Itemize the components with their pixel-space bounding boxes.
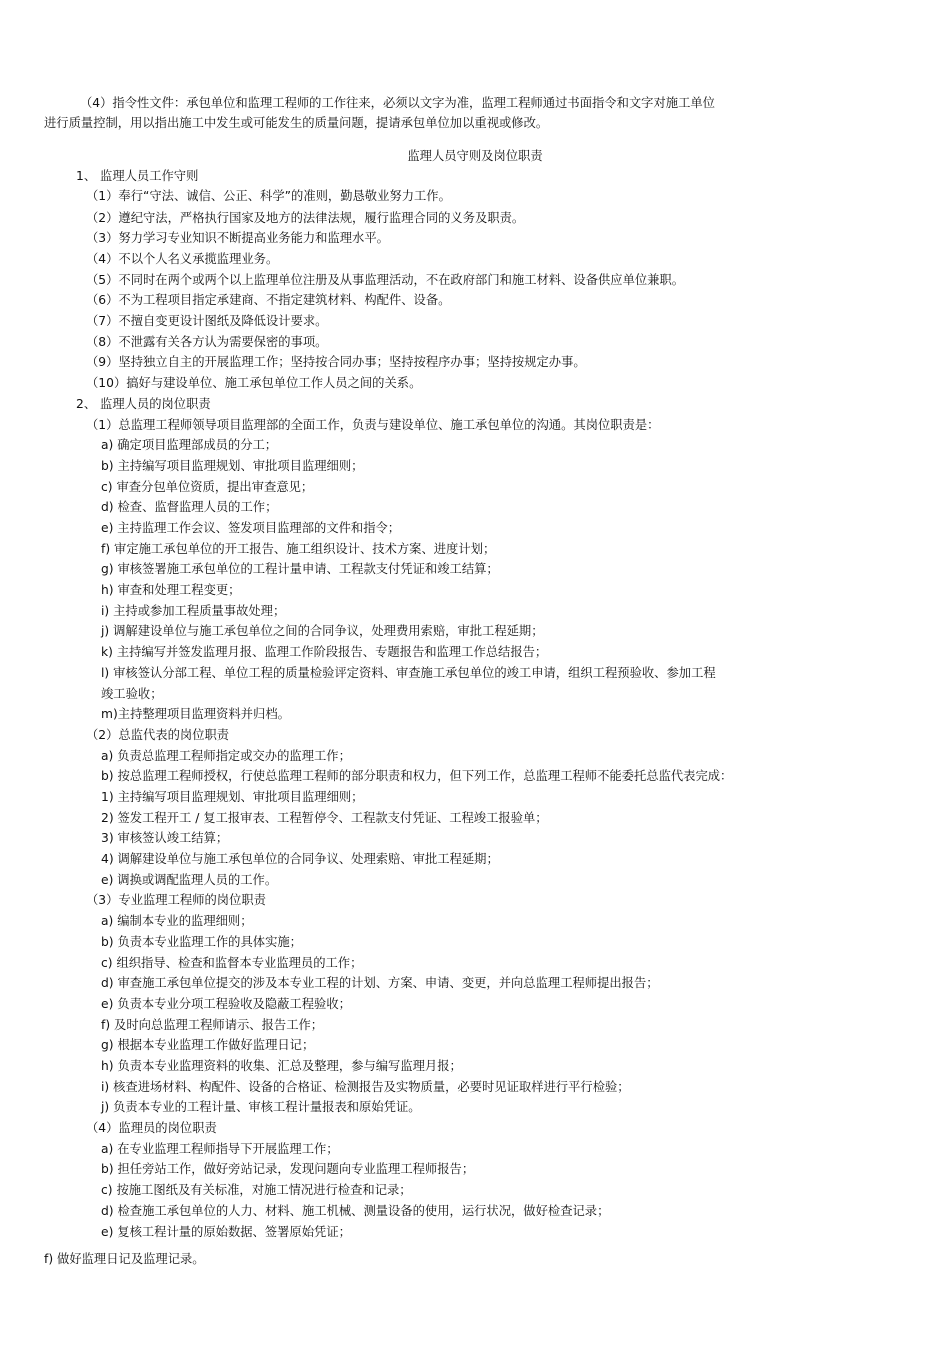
- rule-item: （10）搞好与建设单位、施工承包单位工作人员之间的关系。: [86, 376, 422, 390]
- duty-item: b) 负责本专业监理工作的具体实施；: [101, 935, 302, 949]
- duty-item: e) 调换或调配监理人员的工作。: [101, 873, 278, 887]
- intro-line-1: （4）指令性文件：承包单位和监理工程师的工作往来，必须以文字为准，监理工程师通过书面指令和文字对施工单位: [80, 96, 715, 110]
- duty-item: h) 审查和处理工程变更；: [101, 583, 241, 597]
- duty-item: 1) 主持编写项目监理规划、审批项目监理细则；: [101, 790, 364, 804]
- duty-item: g) 审核签署施工承包单位的工程计量申请、工程款支付凭证和竣工结算；: [101, 562, 499, 576]
- duty-item: 4) 调解建设单位与施工承包单位的合同争议、处理索赔、审批工程延期；: [101, 852, 499, 866]
- intro-line-2: 进行质量控制，用以指出施工中发生或可能发生的质量问题，提请承包单位加以重视或修改。: [44, 116, 549, 130]
- section-2-heading: 2、 监理人员的岗位职责: [76, 397, 211, 411]
- section-1-heading: 1、 监理人员工作守则: [76, 169, 199, 183]
- duty-item: c) 审查分包单位资质，提出审查意见；: [101, 480, 314, 494]
- closing-line: f) 做好监理日记及监理记录。: [44, 1252, 205, 1266]
- duty-item: a) 确定项目监理部成员的分工；: [101, 438, 278, 452]
- rule-item: （8）不泄露有关各方认为需要保密的事项。: [86, 335, 328, 349]
- duty-item: e) 负责本专业分项工程验收及隐蔽工程验收；: [101, 997, 351, 1011]
- duty-item: e) 复核工程计量的原始数据、签署原始凭证；: [101, 1225, 351, 1239]
- duty-item: d) 审查施工承包单位提交的涉及本专业工程的计划、方案、申请、变更，并向总监理工程师提出报告；: [101, 976, 659, 990]
- rule-item: （3）努力学习专业知识不断提高业务能力和监理水平。: [86, 231, 389, 245]
- rule-item: （7）不擅自变更设计图纸及降低设计要求。: [86, 314, 328, 328]
- duty-item: k) 主持编写并签发监理月报、监理工作阶段报告、专题报告和监理工作总结报告；: [101, 645, 548, 659]
- subsection-heading: （4）监理员的岗位职责: [86, 1121, 217, 1135]
- rule-item: （5）不同时在两个或两个以上监理单位注册及从事监理活动，不在政府部门和施工材料、设备供应单位兼职。: [86, 273, 685, 287]
- duty-item: d) 检查施工承包单位的人力、材料、施工机械、测量设备的使用，运行状况，做好检查记录；: [101, 1204, 610, 1218]
- rule-item: （2）遵纪守法，严格执行国家及地方的法律法规，履行监理合同的义务及职责。: [86, 211, 525, 225]
- duty-item: c) 组织指导、检查和监督本专业监理员的工作；: [101, 956, 363, 970]
- duty-item: 2) 签发工程开工 / 复工报审表、工程暂停令、工程款支付凭证、工程竣工报验单；: [101, 811, 548, 825]
- duty-item: i) 主持或参加工程质量事故处理；: [101, 604, 286, 618]
- duty-item: a) 在专业监理工程师指导下开展监理工作；: [101, 1142, 339, 1156]
- duty-item: h) 负责本专业监理资料的收集、汇总及整理，参与编写监理月报；: [101, 1059, 462, 1073]
- document-title: 监理人员守则及岗位职责: [407, 149, 543, 163]
- subsection-heading: （2）总监代表的岗位职责: [86, 728, 230, 742]
- duty-item: g) 根据本专业监理工作做好监理日记；: [101, 1038, 315, 1052]
- duty-item: j) 负责本专业的工程计量、审核工程计量报表和原始凭证。: [101, 1100, 421, 1114]
- duty-item-continuation: 竣工验收；: [101, 687, 163, 701]
- duty-item: f) 审定施工承包单位的开工报告、施工组织设计、技术方案、进度计划；: [101, 542, 496, 556]
- duty-item: e) 主持监理工作会议、签发项目监理部的文件和指令；: [101, 521, 401, 535]
- duty-item: l) 审核签认分部工程、单位工程的质量检验评定资料、审查施工承包单位的竣工申请，组织工程预验收、参加工程: [101, 666, 716, 680]
- subsection-heading: （1）总监理工程师领导项目监理部的全面工作，负责与建设单位、施工承包单位的沟通。其岗位职责是：: [86, 418, 660, 432]
- duty-item: a) 编制本专业的监理细则；: [101, 914, 253, 928]
- duty-item: f) 及时向总监理工程师请示、报告工作；: [101, 1018, 324, 1032]
- duty-item: i) 核查进场材料、构配件、设备的合格证、检测报告及实物质量，必要时见证取样进行平行检验；: [101, 1080, 630, 1094]
- duty-item: a) 负责总监理工程师指定或交办的监理工作；: [101, 749, 351, 763]
- duty-item: c) 按施工图纸及有关标准，对施工情况进行检查和记录；: [101, 1183, 412, 1197]
- duty-item: 3) 审核签认竣工结算；: [101, 831, 229, 845]
- rule-item: （6）不为工程项目指定承建商、不指定建筑材料、构配件、设备。: [86, 293, 451, 307]
- subsection-heading: （3）专业监理工程师的岗位职责: [86, 893, 266, 907]
- duty-item: j) 调解建设单位与施工承包单位之间的合同争议，处理费用索赔，审批工程延期；: [101, 624, 544, 638]
- duty-item: b) 按总监理工程师授权，行使总监理工程师的部分职责和权力，但下列工作，总监理工程师不能委托总监代表完成：: [101, 769, 733, 783]
- duty-item: b) 主持编写项目监理规划、审批项目监理细则；: [101, 459, 364, 473]
- duty-item: m)主持整理项目监理资料并归档。: [101, 707, 290, 721]
- rule-item: （9）坚持独立自主的开展监理工作；坚持按合同办事；坚持按程序办事；坚持按规定办事。: [86, 355, 586, 369]
- rule-item: （1）奉行“守法、诚信、公正、科学”的准则，勤恳敬业努力工作。: [86, 189, 451, 203]
- rule-item: （4）不以个人名义承揽监理业务。: [86, 252, 279, 266]
- duty-item: d) 检查、监督监理人员的工作；: [101, 500, 278, 514]
- duty-item: b) 担任旁站工作，做好旁站记录，发现问题向专业监理工程师报告；: [101, 1162, 475, 1176]
